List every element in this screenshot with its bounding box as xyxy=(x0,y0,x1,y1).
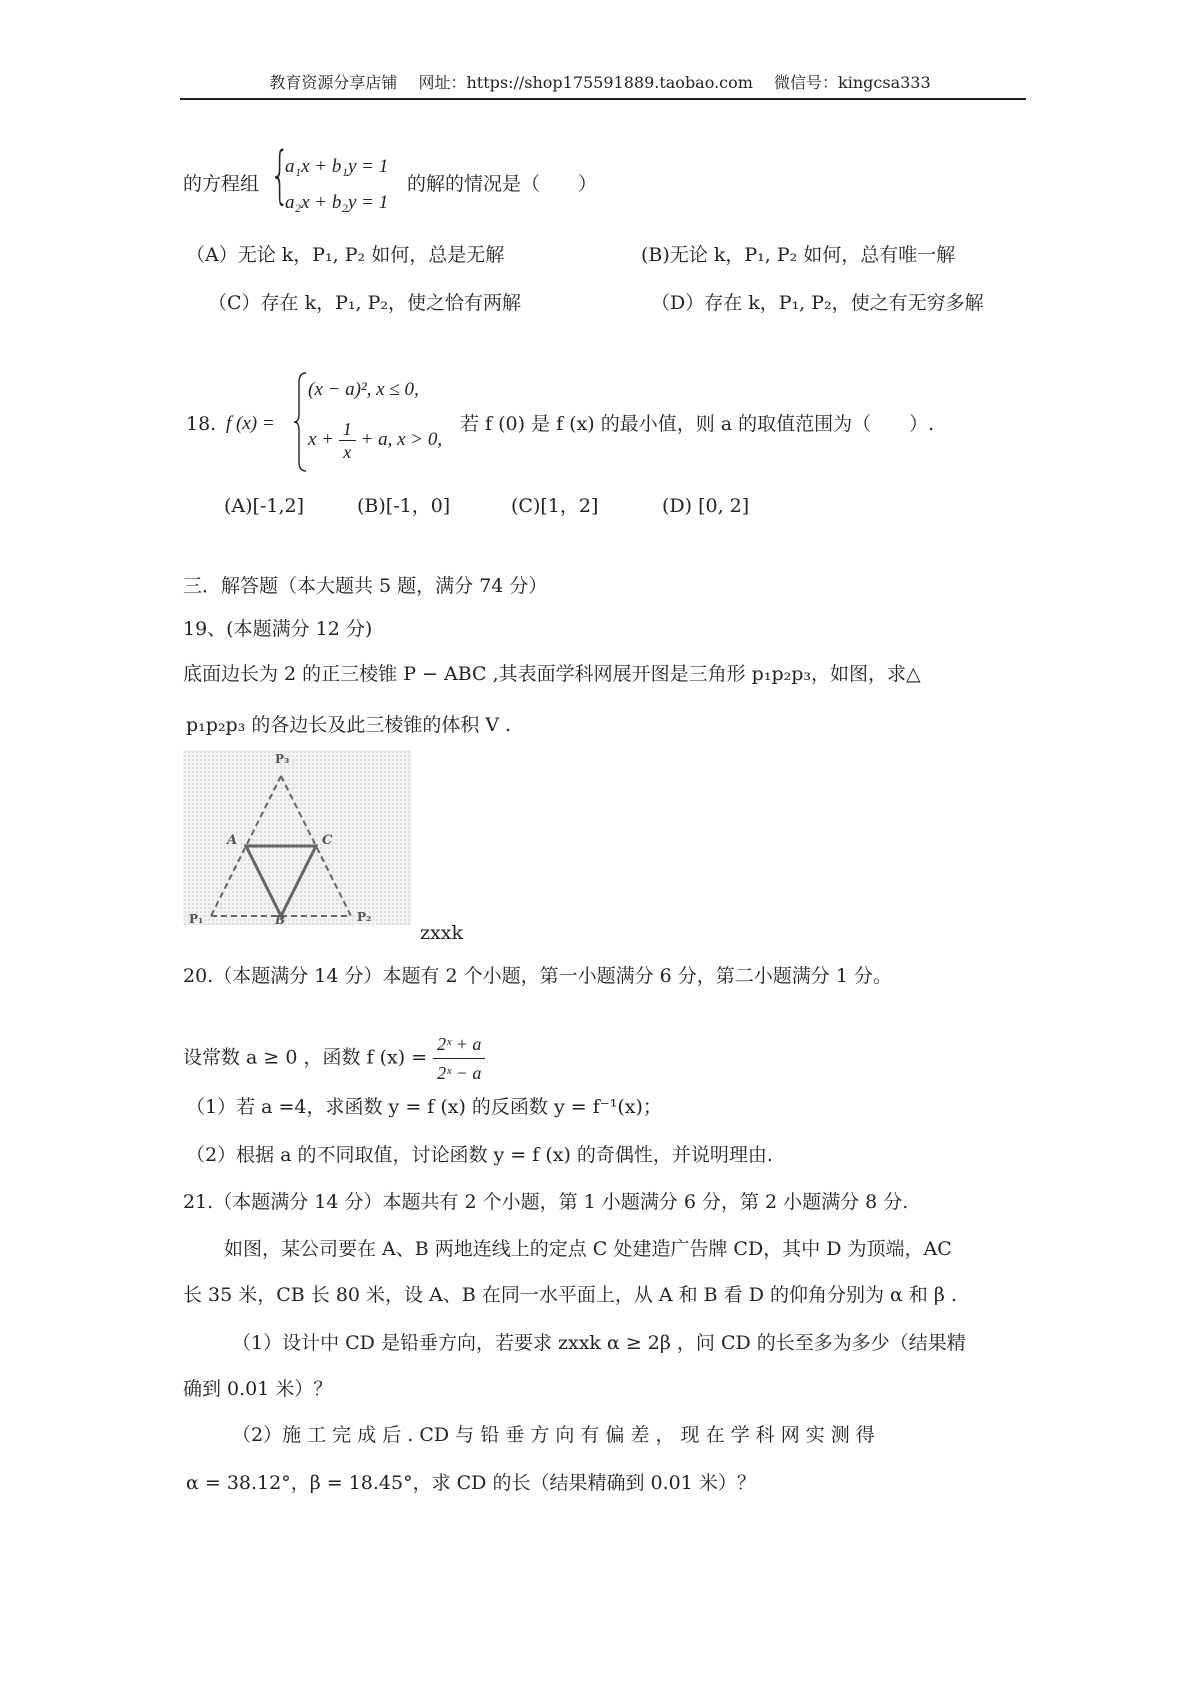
q18-frac-num: 1 xyxy=(339,418,356,441)
fig-label-c: C xyxy=(322,833,333,848)
fig-label-b: B xyxy=(275,913,286,927)
q17-eq1: a₁x + b₁y = 1 xyxy=(285,156,389,177)
q18-fraction xyxy=(339,418,356,463)
q17-option-d: （D）存在 k，P₁, P₂，使之有无穷多解 xyxy=(651,292,984,314)
q18-fx: f (x) = xyxy=(226,413,275,434)
q18-stem: 若 f (0) 是 f (x) 的最小值，则 a 的取值范围为（ ）. xyxy=(460,413,935,435)
q17-option-c: （C）存在 k，P₁, P₂，使之恰有两解 xyxy=(208,292,521,314)
q19-title: 19、(本题满分 12 分) xyxy=(183,618,373,640)
q19-figure xyxy=(183,750,411,925)
q20-frac-den: 2ˣ − a xyxy=(437,1063,482,1083)
header-shop: 教育资源分享店铺 xyxy=(269,73,398,92)
q20-fraction xyxy=(433,1030,485,1087)
q18-case2-pre: x + xyxy=(308,428,335,450)
header-wechat: 微信号：kingcsa333 xyxy=(774,73,931,92)
q20-title: 20.（本题满分 14 分）本题有 2 个小题，第一小题满分 6 分，第二小题满分 1 分。 xyxy=(183,965,892,987)
q18-frac-den: x xyxy=(343,442,352,462)
q19-line2: p₁p₂p₃ 的各边长及此三棱锥的体积 V . xyxy=(186,714,512,736)
q18-option-b: (B)[-1，0] xyxy=(357,495,451,517)
q18-option-c: (C)[1，2] xyxy=(511,495,599,517)
fig-label-p3: P₃ xyxy=(275,752,290,766)
q18-option-a: (A)[-1,2] xyxy=(224,495,305,517)
q21-part1-line2: 确到 0.01 米）？ xyxy=(183,1378,333,1400)
q17-tail: 的解的情况是（ ） xyxy=(407,173,598,195)
q17-lead: 的方程组 xyxy=(183,173,260,195)
q20-setup xyxy=(183,1030,485,1087)
q21-part2-line1: （2）施 工 完 成 后 . CD 与 铅 垂 方 向 有 偏 差 ， 现 在 学 科 网 实 测 得 xyxy=(232,1424,875,1446)
q20-frac-num: 2ˣ + a xyxy=(433,1030,485,1059)
q17-eq2: a₂x + b₂y = 1 xyxy=(285,192,389,213)
header-rule xyxy=(180,98,1026,100)
fig-label-p1: P₁ xyxy=(189,912,204,926)
q17-brace: { xyxy=(270,138,290,211)
fig-label-p2: P₂ xyxy=(357,910,372,924)
q20-part1: （1）若 a =4，求函数 y = f (x) 的反函数 y = f⁻¹(x)； xyxy=(186,1096,662,1118)
q19-figure-caption: zxxk xyxy=(420,922,463,944)
q18-brace xyxy=(293,372,307,472)
q20-part2: （2）根据 a 的不同取值，讨论函数 y = f (x) 的奇偶性，并说明理由. xyxy=(186,1144,773,1166)
q21-part1-line1: （1）设计中 CD 是铅垂方向，若要求 zxxk α ≥ 2β ，问 CD 的长至多为多少（结果精 xyxy=(232,1332,966,1354)
section-3-heading: 三．解答题（本大题共 5 题，满分 74 分） xyxy=(183,575,548,597)
q20-setup-pre: 设常数 a ≥ 0 ，函数 f (x) = xyxy=(183,1046,428,1069)
q21-para2: 长 35 米，CB 长 80 米，设 A、B 在同一水平面上，从 A 和 B 看 D 的仰角分别为 α 和 β . xyxy=(183,1284,957,1306)
q21-title: 21.（本题满分 14 分）本题共有 2 个小题，第 1 小题满分 6 分，第 2 小题满分 8 分. xyxy=(183,1191,909,1213)
q19-line1: 底面边长为 2 的正三棱锥 P − ABC ,其表面学科网展开图是三角形 p₁p₂p₃，如图，求△ xyxy=(183,663,921,685)
q18-case2 xyxy=(308,418,442,463)
q18-case2-post: + a, x > 0, xyxy=(360,428,443,450)
q18-number: 18. xyxy=(186,413,217,435)
header-url: 网址：https://shop175591889.taobao.com xyxy=(418,73,753,92)
q17-option-b: (B)无论 k，P₁, P₂ 如何，总有唯一解 xyxy=(641,244,956,266)
fig-label-a: A xyxy=(227,833,238,848)
q21-part2-line2: α = 38.12°，β = 18.45°，求 CD 的长（结果精确到 0.01 米）？ xyxy=(186,1472,756,1494)
q17-option-a: （A）无论 k，P₁, P₂ 如何，总是无解 xyxy=(186,244,505,266)
q21-para1: 如图，某公司要在 A、B 两地连线上的定点 C 处建造广告牌 CD，其中 D 为顶端，AC xyxy=(224,1238,952,1260)
page-header xyxy=(0,70,1200,93)
q18-case1: (x − a)², x ≤ 0, xyxy=(308,379,419,400)
q18-option-d: (D) [0, 2] xyxy=(662,495,750,517)
